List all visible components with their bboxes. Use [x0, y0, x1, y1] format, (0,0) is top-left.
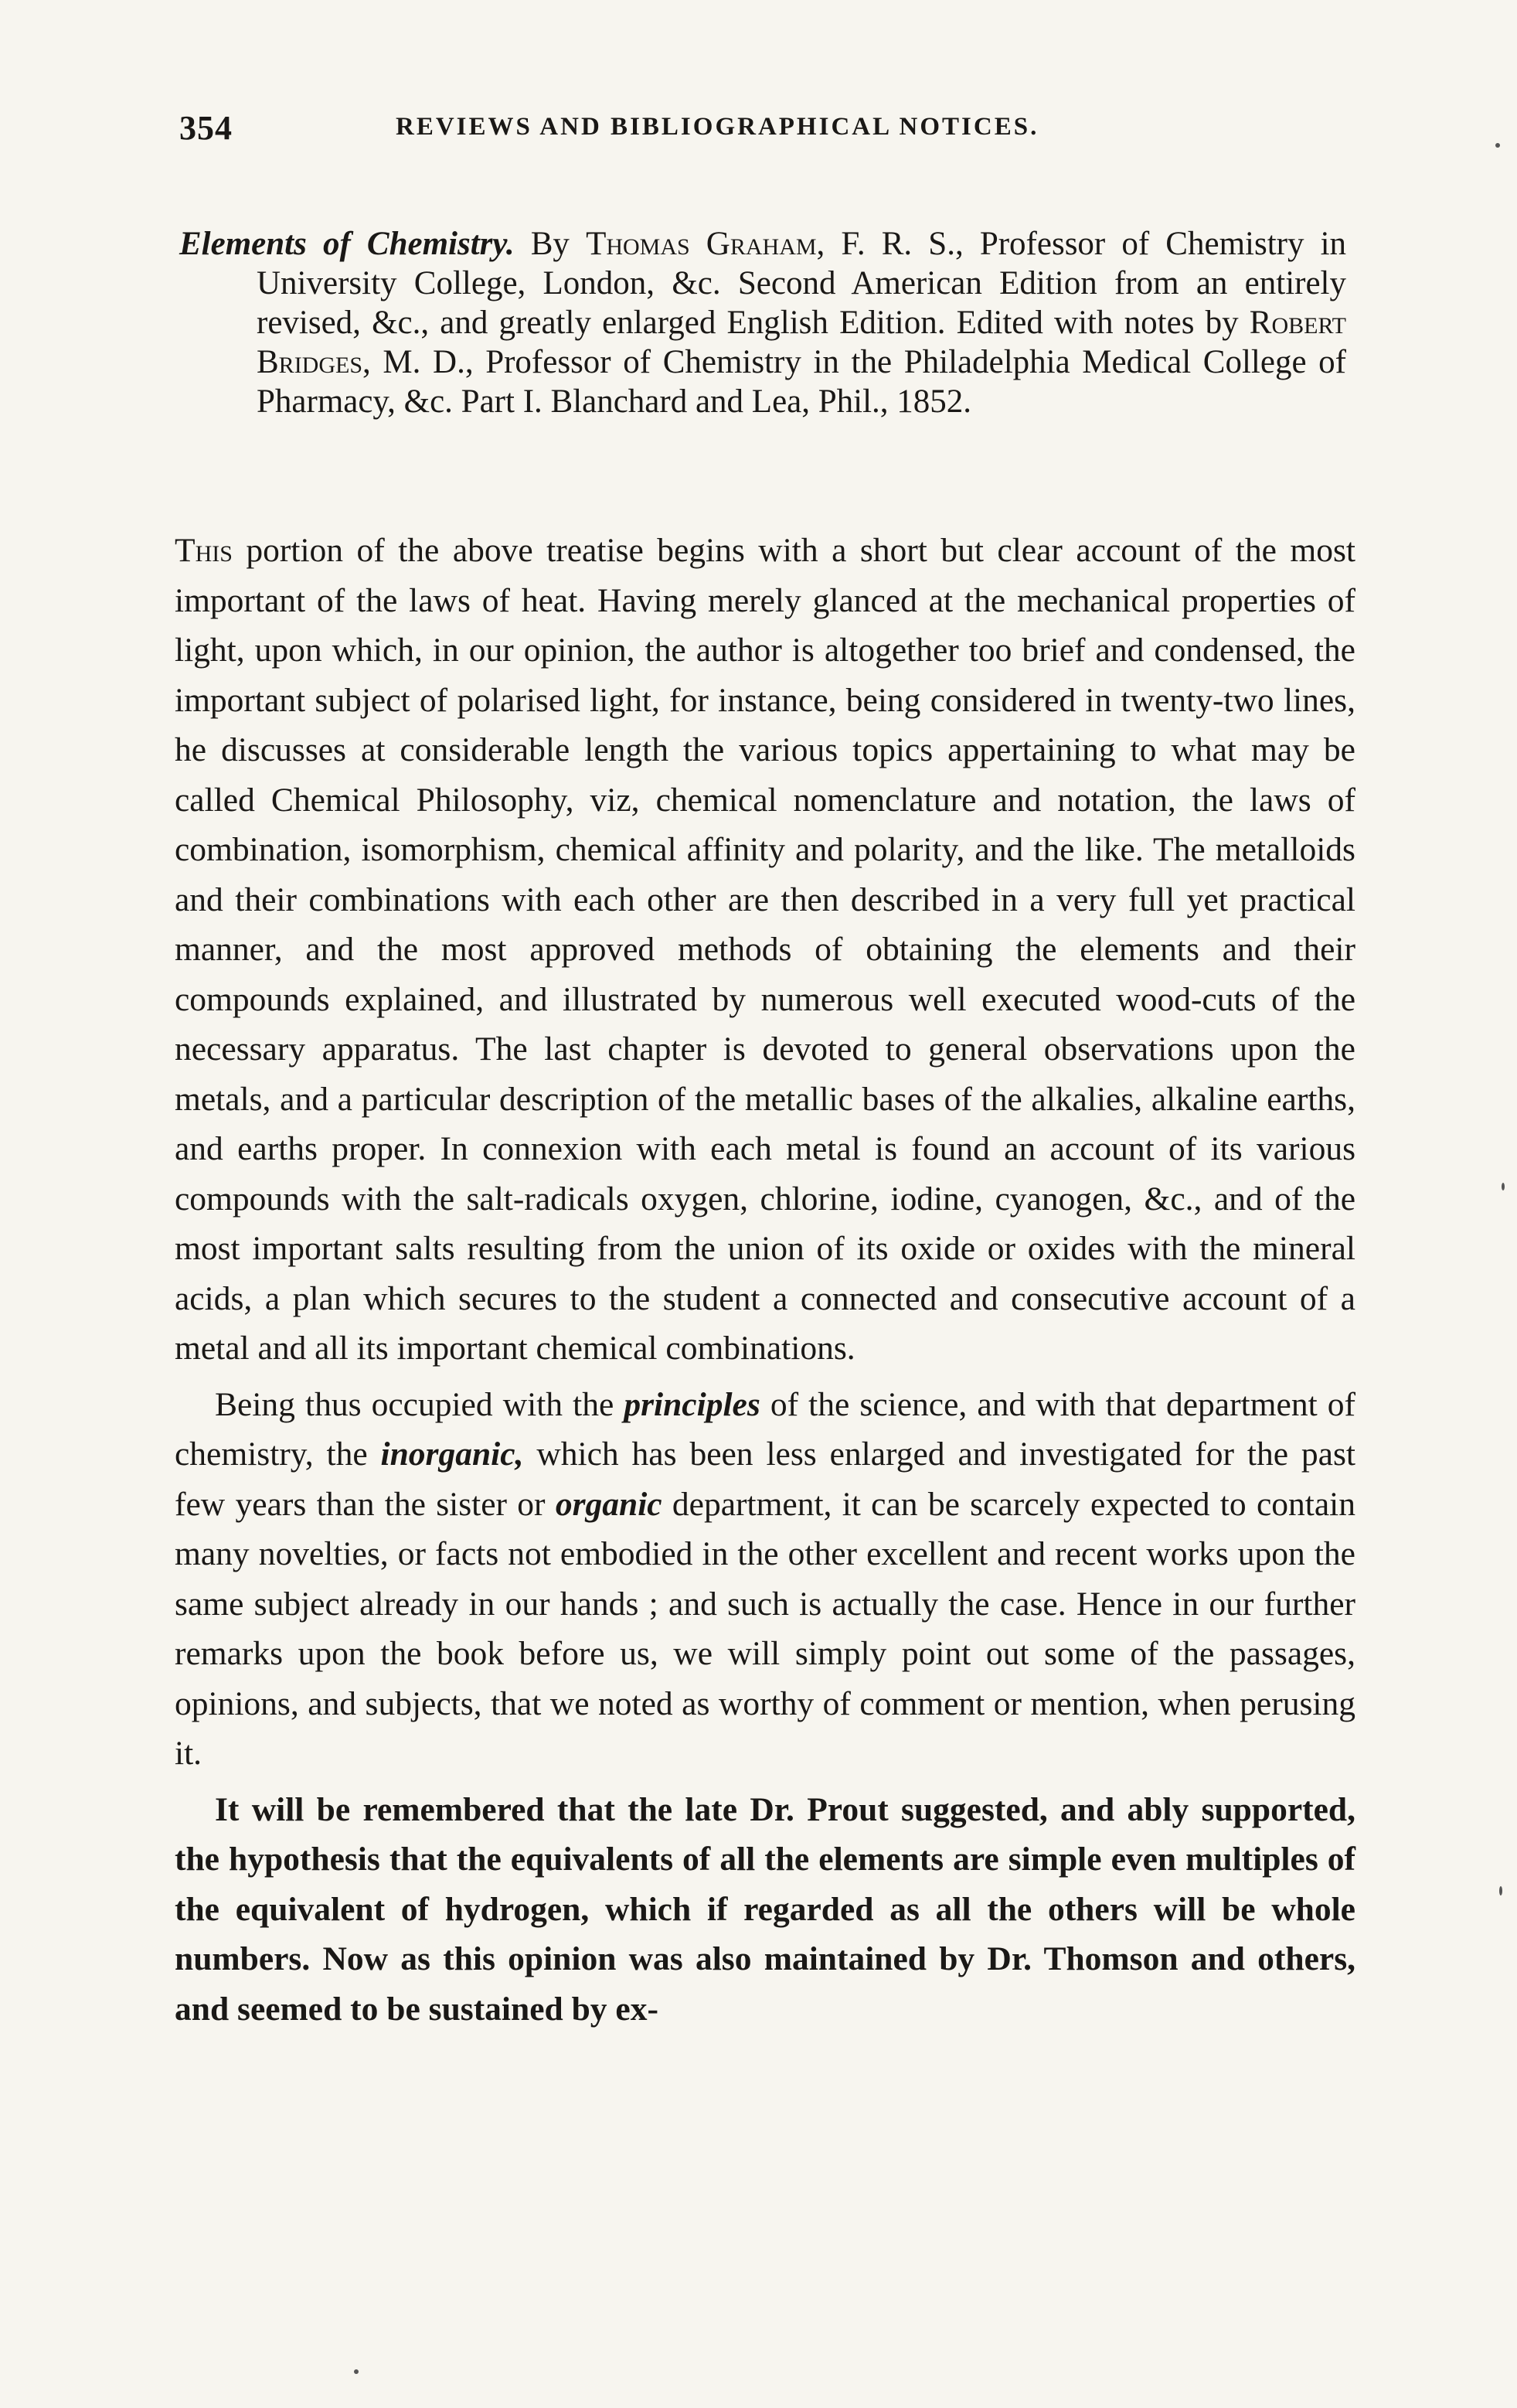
- scan-speck: [1495, 143, 1500, 148]
- paragraph-2-text-a: Being thus occupied with the: [215, 1385, 624, 1423]
- author-name: Thomas Graham: [586, 226, 817, 262]
- paragraph-2-text-c: which has been less enlarged and investigated for the past few years than the sister or: [175, 1436, 1355, 1523]
- scan-speck: [1499, 1886, 1502, 1895]
- paragraph-2-text-b: of the science, and with that department of chemistry, the: [175, 1385, 1355, 1473]
- citation-by: By: [530, 226, 570, 262]
- book-citation: [179, 224, 1346, 421]
- page-number: 354: [179, 109, 233, 147]
- emphasis-principles: principles: [624, 1385, 760, 1423]
- editor-name: Robert Bridges: [257, 305, 1346, 380]
- paragraph-1-lead: This: [175, 532, 233, 569]
- paragraph-2-text-d: department, it can be scarcely expected to contain many novelties, or facts not embodied in the other excellent and recent works upon the same subject already in our hands ; and such is actually the case. Hence in our further remarks upon the book before us, we will simply point out some of the passages, opinions, and subjects, that we noted as worthy of comment or mention, when perusing it.: [175, 1485, 1355, 1772]
- paragraph-1-text: portion of the above treatise begins with a short but clear account of the most important of the laws of heat. Having merely glanced at the mechanical properties of light, upon which, in our opinion, the author is altogether too brief and condensed, the important subject of polarised light, for instance, being considered in twenty-two lines, he discusses at considerable length the various topics appertaining to what may be called Chemical Philosophy, viz, chemical nomenclature and notation, the laws of combination, isomorphism, chemical affinity and polarity, and the like. The metalloids and their combinations with each other are then described in a very full yet practical manner, and the most approved methods of obtaining the elements and their compounds explained, and illustrated by numerous well executed wood-cuts of the necessary apparatus. The last chapter is devoted to general observations upon the metals, and a particular description of the metallic bases of the alkalies, alkaline earths, and earths proper. In connexion with each metal is found an account of its various compounds with the salt-radicals oxygen, chlorine, iodine, cyanogen, &c., and of the most important salts resulting from the union of its oxide or oxides with the mineral acids, a plan which secures to the student a connected and consecutive account of a metal and all its important chemical combinations.: [175, 532, 1355, 1367]
- paragraph-3: It will be remembered that the late Dr. Prout suggested, and ably supported, the hypothesis that the equivalents of all the elements are simple even multiples of the equivalent of hydrogen, which if regarded as all the others will be whole numbers. Now as this opinion was also maintained by Dr. Thomson and others, and seemed to be sustained by ex-: [175, 1790, 1355, 2028]
- review-body: [175, 526, 1355, 2040]
- author-details: , F. R. S., Professor of Chemistry in University College, London, &c. Second American Edition from an entirely revised, &c., and greatly enlarged English Edition. Edited with notes by: [257, 226, 1347, 341]
- running-head: [179, 108, 1369, 155]
- editor-details: , M. D., Professor of Chemistry in the Philadelphia Medical College of Pharmacy, &c. Part I. Blanchard and Lea, Phil., 1852.: [257, 344, 1346, 420]
- running-title: REVIEWS AND BIBLIOGRAPHICAL NOTICES.: [396, 113, 1039, 141]
- emphasis-organic: organic: [555, 1485, 662, 1523]
- paragraph-1: [175, 526, 1355, 1374]
- book-title: Elements of Chemistry.: [179, 226, 515, 262]
- paragraph-2: [175, 1380, 1355, 1779]
- emphasis-inorganic: inorganic,: [380, 1436, 524, 1473]
- scan-speck: [354, 2369, 359, 2374]
- scan-speck: [1502, 1183, 1505, 1190]
